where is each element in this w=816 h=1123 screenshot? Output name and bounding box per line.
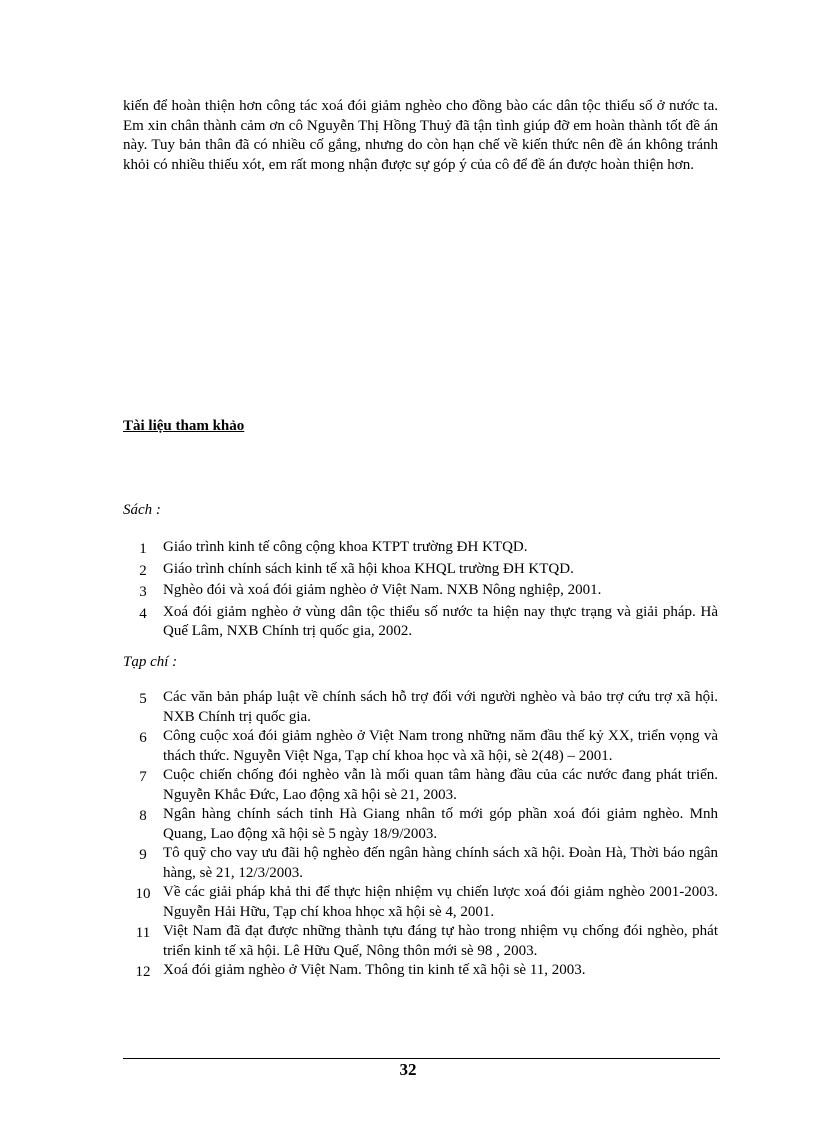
item-text: Xoá đói giảm nghèo ở Việt Nam. Thông tin kinh tế xã hội sè 11, 2003.	[163, 962, 586, 978]
item-number: 8	[139, 808, 147, 824]
item-number: 5	[139, 691, 147, 707]
list-item	[123, 581, 718, 603]
item-number: 6	[139, 730, 147, 746]
list-item	[123, 766, 718, 805]
item-text: Tô quỹ cho vay ưu đãi hộ nghèo đến ngân hàng chính sách xã hội. Đoàn Hà, Thời báo ngân hàng, sè 21, 12/3/2003.	[163, 845, 718, 881]
books-list	[123, 538, 718, 642]
references-heading: Tài liệu tham khảo	[123, 418, 245, 434]
item-number: 2	[139, 562, 147, 579]
intro-paragraph: kiến để hoàn thiện hơn công tác xoá đói giảm nghèo cho đồng bào các dân tộc thiểu số ở nước ta. Em xin chân thành cảm ơn cô Nguyễn Thị Hồng Thuỷ đã tận tình giúp đỡ em hoàn thành tốt đề án này. Tuy bản thân đã có nhiều cố gắng, nhưng do còn hạn chế về kiến thức nên đề án không tránh khỏi có nhiều thiếu xót, em rất mong nhận được sự góp ý của cô để đề án được hoàn thiện hơn.	[123, 98, 718, 173]
list-item	[123, 805, 718, 844]
item-text: Giáo trình kinh tế công cộng khoa KTPT trường ĐH KTQD.	[163, 539, 528, 555]
page-number: 32	[399, 1060, 417, 1079]
item-number: 9	[139, 847, 147, 863]
item-number: 12	[135, 964, 151, 980]
item-number: 11	[135, 925, 151, 941]
item-text: Cuộc chiến chống đói nghèo vẫn là mối quan tâm hàng đầu của các nước đang phát triển. Nguyễn Khắc Đức, Lao động xã hội sè 21, 2003.	[163, 767, 718, 803]
list-item	[123, 727, 718, 766]
list-item	[123, 883, 718, 922]
list-item	[123, 922, 718, 961]
books-label: Sách :	[123, 502, 161, 518]
item-text: Việt Nam đã đạt được những thành tựu đáng tự hào trong nhiệm vụ chống đói nghèo, phát triển kinh tế xã hội. Lê Hữu Quế, Nông thôn mới sè 98 , 2003.	[163, 923, 718, 959]
journals-label: Tạp chí :	[123, 654, 178, 670]
item-number: 3	[139, 584, 147, 600]
item-number: 10	[135, 886, 151, 902]
item-text: Nghèo đói và xoá đói giảm nghèo ở Việt Nam. NXB Nông nghiệp, 2001.	[163, 582, 602, 598]
journals-list	[123, 688, 718, 983]
list-item	[123, 844, 718, 883]
item-text: Ngân hàng chính sách tỉnh Hà Giang nhân tố mới góp phần xoá đói giảm nghèo. Mnh Quang, Lao động xã hội sè 5 ngày 18/9/2003.	[163, 806, 718, 842]
list-item	[123, 688, 718, 727]
list-item	[123, 560, 718, 582]
item-number: 7	[139, 769, 147, 785]
list-item	[123, 603, 718, 642]
item-number: 4	[139, 605, 147, 622]
list-item	[123, 961, 718, 983]
item-text: Các văn bản pháp luật về chính sách hỗ trợ đối với người nghèo và bảo trợ cứu trợ xã hội. NXB Chính trị quốc gia.	[163, 689, 718, 725]
item-text: Về các giải pháp khả thi để thực hiện nhiệm vụ chiến lược xoá đói giảm nghèo 2001-2003. Nguyễn Hải Hữu, Tạp chí khoa hhọc xã hội sè 4, 2001.	[163, 884, 718, 920]
item-text: Xoá đói giảm nghèo ở vùng dân tộc thiểu số nước ta hiện nay thực trạng và giải pháp. Hà Quế Lâm, NXB Chính trị quốc gia, 2002.	[163, 603, 718, 639]
item-number: 1	[139, 541, 147, 557]
item-text: Giáo trình chính sách kinh tế xã hội khoa KHQL trường ĐH KTQD.	[163, 560, 574, 577]
item-text: Công cuộc xoá đói giảm nghèo ở Việt Nam trong những năm đầu thế kỷ XX, triển vọng và thách thức. Nguyễn Việt Nga, Tạp chí khoa học và xã hội, sè 2(48) – 2001.	[163, 728, 718, 764]
list-item	[123, 538, 718, 560]
footer-divider	[123, 1058, 720, 1059]
